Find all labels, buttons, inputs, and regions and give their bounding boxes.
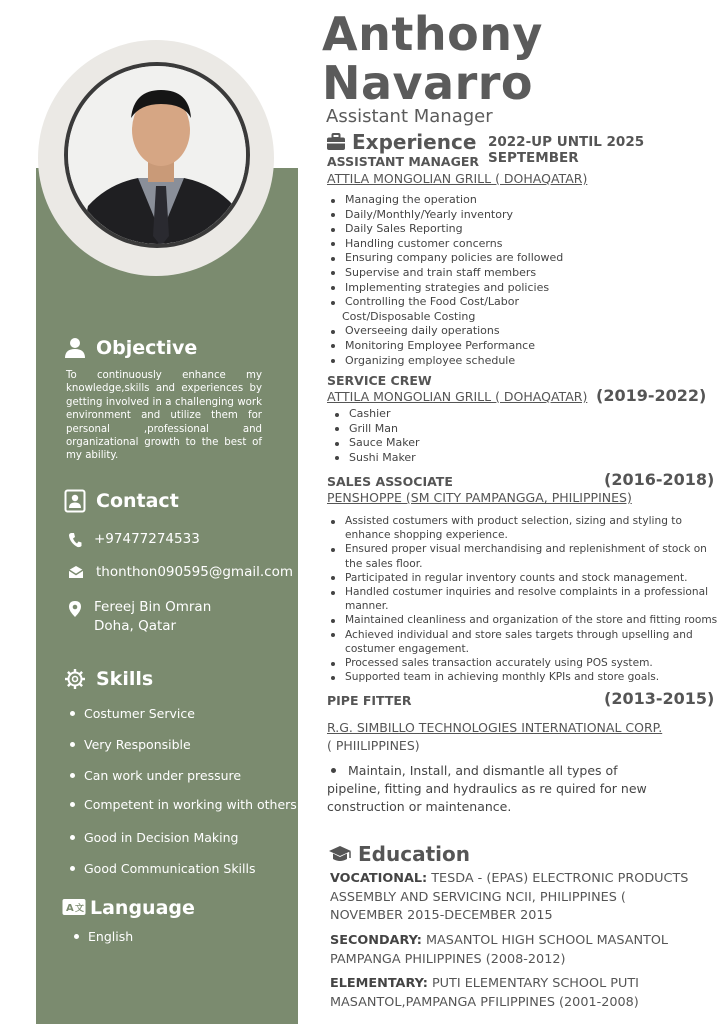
skill-item: Very Responsible xyxy=(70,737,191,752)
address-line-2: Doha, Qatar xyxy=(94,618,177,634)
list-item: Grill Man xyxy=(332,422,420,437)
education-entry: VOCATIONAL: TESDA - (EPAS) ELECTRONIC PRODUCTS ASSEMBLY AND SERVICING NCII, PHILIPPINES ( NOVEMBER 2015-DECEMBER 2015 xyxy=(330,871,689,923)
list-item: Sushi Maker xyxy=(332,451,420,466)
location-pin-icon xyxy=(68,600,82,618)
list-item: Overseeing daily operations xyxy=(328,324,563,339)
address-text xyxy=(94,598,211,636)
list-item: Ensured proper visual merchandising and replenishment of stock on the sales floor. xyxy=(328,542,718,570)
briefcase-icon xyxy=(326,133,346,151)
job-title: Assistant Manager xyxy=(326,106,493,127)
list-item: Cashier xyxy=(332,407,420,422)
language-heading-label: Language xyxy=(90,897,195,919)
job-dates: (2016-2018) xyxy=(604,470,715,489)
graduation-cap-icon xyxy=(328,844,352,864)
skill-item: Can work under pressure xyxy=(70,768,241,783)
job-dates: (2013-2015) xyxy=(604,689,715,708)
list-item: Supported team in achieving monthly KPIs and store goals. xyxy=(328,670,718,684)
phone-number: +97477274533 xyxy=(94,531,200,547)
job-title: PIPE FITTER xyxy=(327,693,412,708)
experience-heading xyxy=(326,130,476,154)
list-item: Ensuring company policies are followed xyxy=(328,251,563,266)
employer: PENSHOPPE (SM CITY PAMPANGGA, PHILIPPINES) xyxy=(327,490,632,505)
svg-text:A: A xyxy=(66,903,74,914)
list-item: Implementing strategies and policies xyxy=(328,281,563,296)
duty-list xyxy=(328,193,563,368)
translate-icon xyxy=(62,898,86,918)
list-item: Sauce Maker xyxy=(332,436,420,451)
education-entry: ELEMENTARY: PUTI ELEMENTARY SCHOOL PUTI MASANTOL,PAMPANGA PFILIPPINES (2001-2008) xyxy=(330,976,639,1010)
svg-text:文: 文 xyxy=(75,904,85,914)
language-item: English xyxy=(74,929,133,944)
job-dates: 2022-UP UNTIL 2025 SEPTEMBER xyxy=(488,134,645,166)
contact-heading xyxy=(64,489,179,513)
skill-item: Good in Decision Making xyxy=(70,830,238,845)
contact-phone[interactable] xyxy=(68,530,200,549)
skills-heading-label: Skills xyxy=(96,668,154,690)
email-address: thonthon090595@gmail.com xyxy=(96,564,293,580)
education-heading xyxy=(328,842,470,866)
job-description xyxy=(327,762,667,816)
job-title: ASSISTANT MANAGER xyxy=(327,154,480,169)
list-item: Daily/Monthly/Yearly inventory xyxy=(328,208,563,223)
list-item: Handled costumer inquiries and resolve complaints in a professional manner. xyxy=(328,585,718,613)
employer-location: ( PHIILIPPINES) xyxy=(327,738,420,753)
education-heading-label: Education xyxy=(358,842,470,866)
list-item-continuation: Cost/Disposable Costing xyxy=(342,309,476,323)
skill-item: Costumer Service xyxy=(70,706,195,721)
full-name xyxy=(322,7,543,110)
job-title: SERVICE CREW xyxy=(327,373,432,388)
contact-heading-label: Contact xyxy=(96,490,179,512)
duty-text: Maintain, Install, and dismantle all types of pipeline, fitting and hydraulics as re quired for new construction or maintenance. xyxy=(327,763,647,814)
list-item: Controlling the Food Cost/Labor xyxy=(328,295,563,310)
contact-email[interactable] xyxy=(68,563,293,582)
list-item: Participated in regular inventory counts and stock management. xyxy=(328,571,718,585)
phone-icon xyxy=(68,532,82,548)
duty-list xyxy=(328,514,718,684)
list-item: Assisted costumers with product selection, sizing and styling to enhance shopping experience. xyxy=(328,514,718,542)
list-item: Daily Sales Reporting xyxy=(328,222,563,237)
profile-photo xyxy=(64,62,250,248)
list-item: Managing the operation xyxy=(328,193,563,208)
objective-text: To continuously enhance my knowledge,skills and experiences by getting involved in a challenging work environment and utilize them for personal ,professional and organizational growth to the best of my ability. xyxy=(66,370,262,462)
list-item: Maintained cleanliness and organization of the store and fitting rooms xyxy=(328,613,718,627)
address-line-1: Fereej Bin Omran xyxy=(94,599,212,615)
job-dates: (2019-2022) xyxy=(596,386,707,405)
list-item: Handling customer concerns xyxy=(328,237,563,252)
language-heading xyxy=(62,897,195,919)
employer: R.G. SIMBILLO TECHNOLOGIES INTERNATIONAL CORP. xyxy=(327,720,663,735)
sidebar xyxy=(36,168,298,1024)
email-icon xyxy=(68,565,84,579)
bullet xyxy=(331,768,336,773)
employer: ATTILA MONGOLIAN GRILL ( DOHAQATAR) xyxy=(327,389,588,404)
experience-heading-label: Experience xyxy=(352,130,477,154)
list-item: Supervise and train staff members xyxy=(328,266,563,281)
gear-icon xyxy=(64,668,86,690)
objective-heading xyxy=(64,337,197,359)
duty-list xyxy=(332,407,420,465)
skill-item: Competent in working with others xyxy=(70,797,297,812)
objective-heading-label: Objective xyxy=(96,337,198,359)
skills-heading xyxy=(64,668,153,690)
list-item: Achieved individual and store sales targets through upselling and costumer engagement. xyxy=(328,628,718,656)
user-icon xyxy=(64,337,86,359)
list-item: Monitoring Employee Performance xyxy=(328,339,563,354)
last-name: Navarro xyxy=(322,56,534,110)
job-title: SALES ASSOCIATE xyxy=(327,474,453,489)
list-item: Organizing employee schedule xyxy=(328,354,563,369)
first-name: Anthony xyxy=(322,7,543,61)
education-entry: SECONDARY: MASANTOL HIGH SCHOOL MASANTOL PAMPANGA PHILIPPINES (2008-2012) xyxy=(330,933,669,967)
contact-card-icon xyxy=(64,489,86,513)
list-item: Processed sales transaction accurately using POS system. xyxy=(328,656,718,670)
employer: ATTILA MONGOLIAN GRILL ( DOHAQATAR) xyxy=(327,171,588,186)
contact-address xyxy=(68,598,211,636)
skill-item: Good Communication Skills xyxy=(70,861,256,876)
